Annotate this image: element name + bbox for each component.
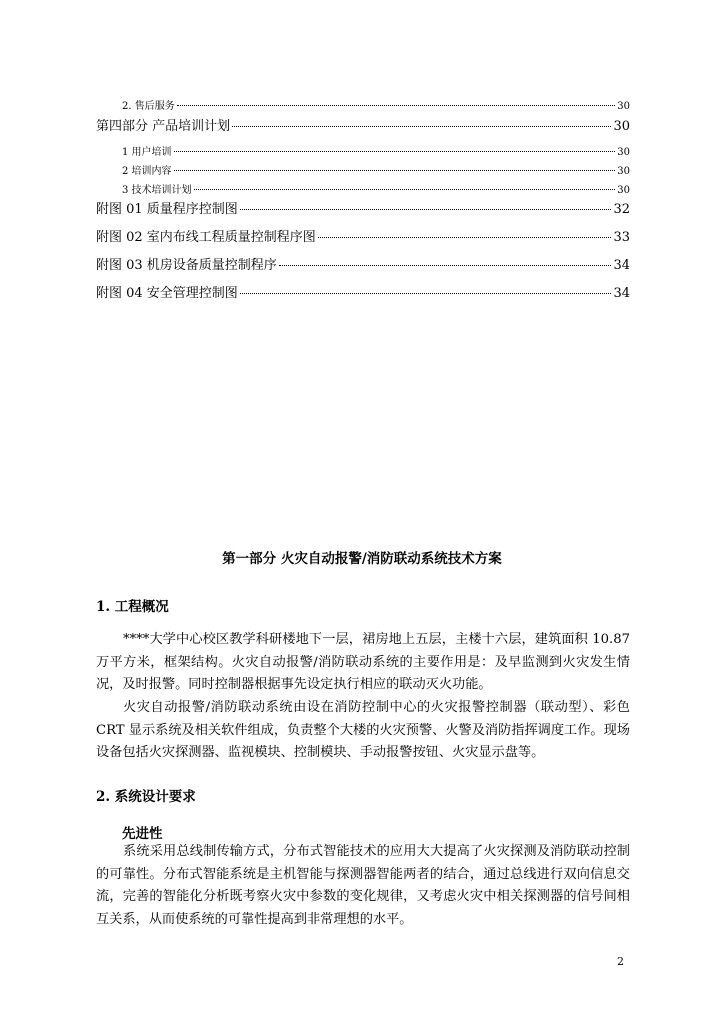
toc-leader-dots (174, 151, 616, 152)
toc-entry-title: 附图 02 室内布线工程质量控制程序图 (96, 230, 316, 244)
toc-leader-dots (174, 170, 616, 171)
toc-entry-page: 30 (617, 147, 630, 157)
subsection-heading: 先进性 (122, 826, 163, 842)
part-title: 第一部分 火灾自动报警/消防联动系统技术方案 (222, 551, 502, 567)
toc-entry[interactable] (96, 282, 630, 300)
toc-leader-dots (177, 105, 616, 106)
toc-entry[interactable] (122, 181, 630, 195)
toc-entry-page: 30 (613, 119, 630, 133)
toc-leader-dots (240, 293, 612, 294)
toc-entry-page: 32 (613, 202, 630, 216)
toc-entry[interactable] (96, 115, 630, 133)
toc-leader-dots (279, 265, 612, 266)
toc-leader-dots (194, 189, 616, 190)
toc-entry-page: 30 (617, 166, 630, 176)
page-number: 2 (617, 955, 624, 968)
toc-entry-title: 附图 01 质量程序控制图 (96, 202, 238, 216)
toc-entry-page: 30 (617, 101, 630, 111)
toc-leader-dots (240, 209, 612, 210)
toc-entry-title: 2 培训内容 (122, 166, 172, 176)
toc-leader-dots (232, 126, 611, 127)
toc-entry-page: 30 (617, 185, 630, 195)
paragraph: ****大学中心校区教学科研楼地下一层，裙房地上五层，主楼十六层，建筑面积 10.87 万平方米，框架结构。火灾自动报警/消防联动系统的主要作用是：及早监测到火灾发生情况，及时报警。同时控制器根据事先设定执行相应的联动灭火功能。 (96, 632, 630, 693)
toc-entry-page: 34 (613, 258, 630, 272)
toc-entry-title: 1 用户培训 (122, 147, 172, 157)
toc-entry[interactable] (96, 226, 630, 244)
toc-leader-dots (318, 237, 612, 238)
paragraph: 系统采用总线制传输方式，分布式智能技术的应用大大提高了火灾探测及消防联动控制的可靠性。分布式智能系统是主机智能与探测器智能两者的结合，通过总线进行双向信息交流，完善的智能化分析既考察火灾中参数的变化规律，又考虑火灾中相关探测器的信号间相互关系，从而使系统的可靠性提高到非常理想的水平。 (96, 844, 630, 927)
paragraph: 火灾自动报警/消防联动系统由设在消防控制中心的火灾报警控制器（联动型）、彩色 CRT 显示系统及相关软件组成，负责整个大楼的火灾预警、火警及消防指挥调度工作。现场设备包括火灾探测器、监视模块、控制模块、手动报警按钮、火灾显示盘等。 (96, 700, 630, 761)
toc-entry[interactable] (122, 97, 630, 111)
toc-entry-page: 34 (613, 286, 630, 300)
toc-entry[interactable] (122, 143, 630, 157)
toc-entry-title: 2. 售后服务 (122, 101, 175, 111)
toc-entry-page: 33 (613, 230, 630, 244)
toc-entry-title: 第四部分 产品培训计划 (96, 119, 231, 133)
toc-entry-title: 3 技术培训计划 (122, 185, 192, 195)
section-heading: 1. 工程概况 (96, 599, 169, 615)
toc-entry[interactable] (122, 162, 630, 176)
toc-entry-title: 附图 03 机房设备质量控制程序 (96, 258, 277, 272)
section-heading: 2. 系统设计要求 (96, 789, 196, 805)
toc-entry[interactable] (96, 254, 630, 272)
toc-entry[interactable] (96, 198, 630, 216)
toc-entry-title: 附图 04 安全管理控制图 (96, 286, 238, 300)
